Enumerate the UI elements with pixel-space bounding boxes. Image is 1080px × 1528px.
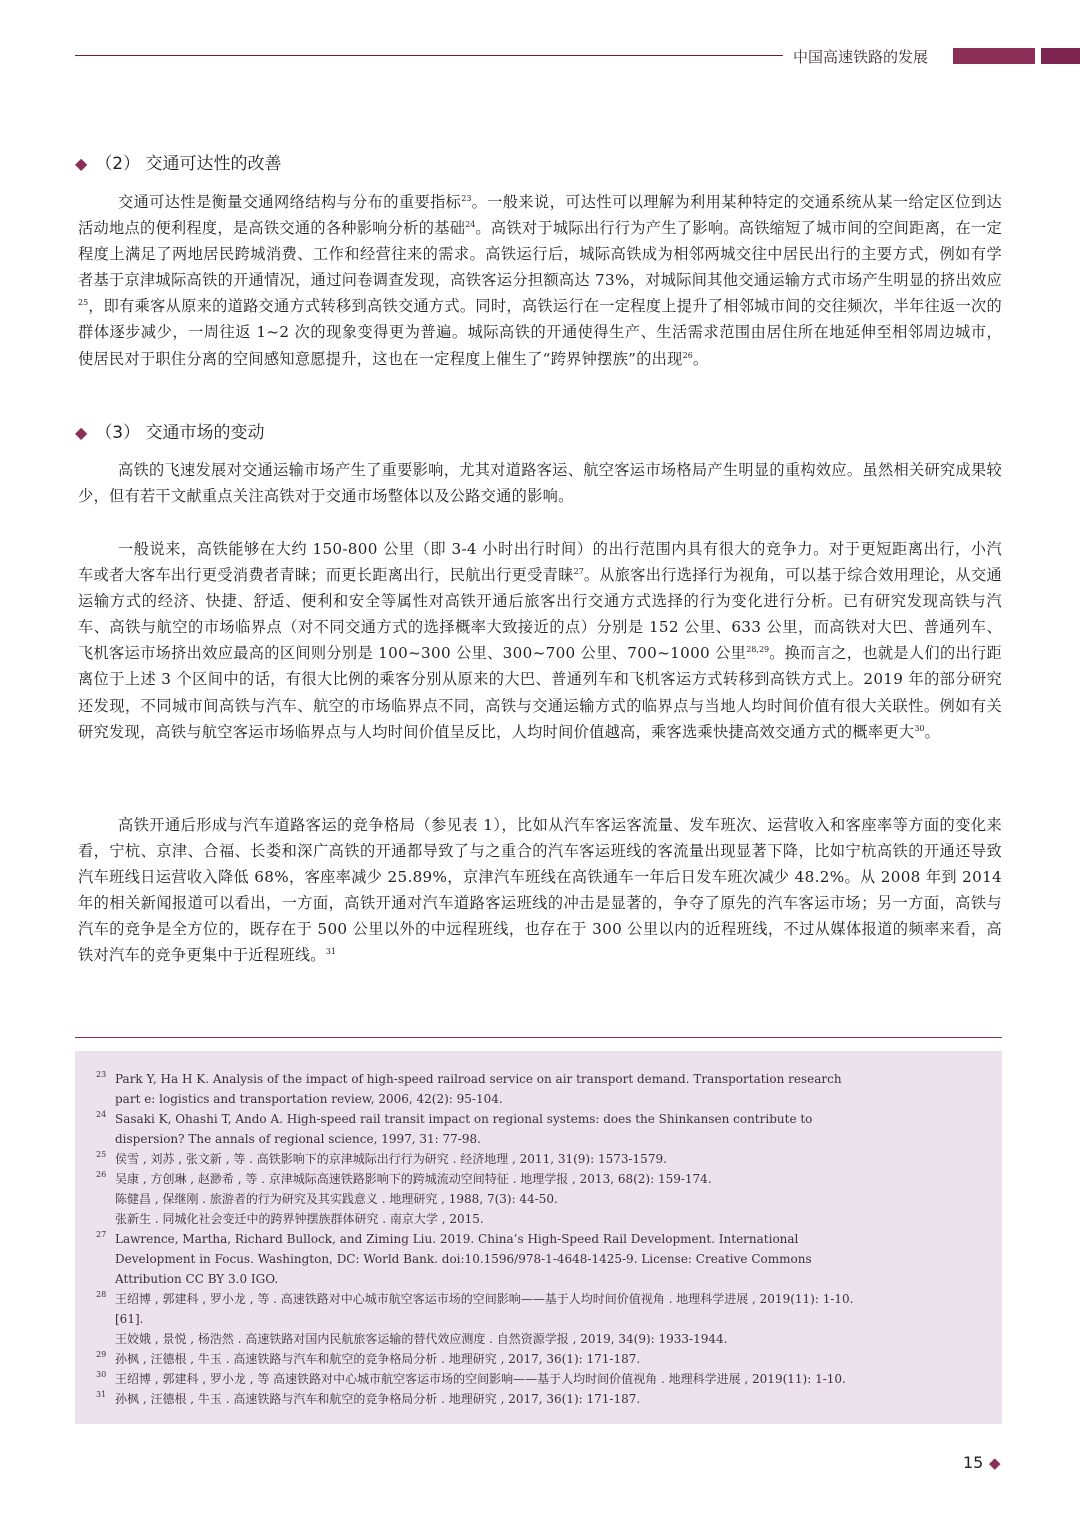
footnote-line: dispersion? The annals of regional science, 1997, 31: 77-98. [115, 1132, 481, 1146]
footnote-ref: 31 [325, 947, 336, 957]
footnote-line: Park Y, Ha H K. Analysis of the impact of high-speed railroad service on air transport demand. Transportation research [115, 1072, 842, 1086]
page-diamond-icon: ◆ [989, 1454, 1001, 1472]
footnote-line: 张新生 . 同城化社会变迁中的跨界钟摆族群体研究 . 南京大学 , 2015. [115, 1212, 484, 1226]
footnote-ref: 28,29 [746, 645, 770, 655]
footnote-line: 孙枫 , 汪德根 , 牛玉 . 高速铁路与汽车和航空的竞争格局分析 . 地理研究 , 2017, 36(1): 171-187. [115, 1392, 641, 1406]
footnote-line: 王姣娥 , 景悦 , 杨浩然 . 高速铁路对国内民航旅客运输的替代效应测度 . 自然资源学报 , 2019, 34(9): 1933-1944. [115, 1332, 728, 1346]
footnote-line: 王绍博 , 郭建科 , 罗小龙 , 等 . 高速铁路对中心城市航空客运市场的空间影响——基于人均时间价值视角 . 地理科学进展 , 2019(11): 1-10. [115, 1292, 854, 1306]
footnote-ref: 25 [78, 298, 89, 308]
section-heading-text: （2） 交通可达性的改善 [95, 154, 282, 174]
footnote-24 [96, 1109, 976, 1149]
footnote-number: 28 [96, 1290, 107, 1299]
section-heading-market [75, 421, 265, 445]
footnote-27 [96, 1229, 976, 1289]
footnote-number: 31 [96, 1390, 107, 1399]
header-accent-bar-end [1041, 48, 1080, 64]
footnote-line: [61]. [115, 1312, 144, 1326]
text-run: 交通可达性是衡量交通网络结构与分布的重要指标 [118, 193, 462, 211]
footnote-ref: 24 [465, 220, 476, 230]
footnote-26 [96, 1169, 976, 1229]
footnote-line: 陈健昌 , 保继刚 . 旅游者的行为研究及其实践意义 . 地理研究 , 1988, 7(3): 44-50. [115, 1192, 558, 1206]
footnote-number: 24 [96, 1110, 107, 1119]
paragraph-competition-range [78, 536, 1002, 745]
footnote-number: 27 [96, 1230, 107, 1239]
footnote-line: 孙枫 , 汪德根 , 牛玉 . 高速铁路与汽车和航空的竞争格局分析 . 地理研究 , 2017, 36(1): 171-187. [115, 1352, 641, 1366]
diamond-bullet-icon: ◆ [75, 154, 88, 173]
paragraph-accessibility [78, 189, 1002, 372]
footnote-line: 侯雪 , 刘苏 , 张文新 , 等 . 高铁影响下的京津城际出行行为研究 . 经济地理 , 2011, 31(9): 1573-1579. [115, 1152, 667, 1166]
text-run: 。高铁对于城际出行行为产生了影响。高铁缩短了城市间的空间距离，在一定程度上满足了两地居民跨城消费、工作和经营往来的需求。高铁运行后，城际高铁成为相邻两城交往中居民出行的主要方式，例如有学者基于京津城际高铁的开通情况，通过问卷调查发现，高铁客运分担额高达 73%，对城际间其他交通运输方式市场产生明显的挤出效应 [78, 219, 1003, 290]
text-run: 一般说来，高铁能够在大约 150-800 公里（即 3-4 小时出行时间）的出行范围内具有很大的竞争力。对于更短距离出行，小汽车或者大客车出行更受消费者青睐；而更长距离出行，民航出行更受青睐 [78, 540, 1002, 585]
footnote-line: 吴康 , 方创琳 , 赵渺希 , 等 . 京津城际高速铁路影响下的跨城流动空间特征 . 地理学报 , 2013, 68(2): 159-174. [115, 1172, 712, 1186]
section-heading-text: （3） 交通市场的变动 [95, 423, 265, 443]
text-run: 。一般来说，可达性可以理解为利用某种特定的交通系统从某一给定区位到达活动地点的便利程度，是高铁交通的各种影响分析的基础 [78, 193, 1002, 238]
footnote-number: 29 [96, 1350, 107, 1359]
footnote-line: 王绍博 , 郭建科 , 罗小龙 , 等 高速铁路对中心城市航空客运市场的空间影响——基于人均时间价值视角 . 地理科学进展 , 2019(11): 1-10. [115, 1372, 846, 1386]
paragraph-market-intro [78, 457, 1002, 509]
page-number: 15 [963, 1453, 984, 1472]
header-accent-bar [953, 48, 1035, 64]
footnote-number: 26 [96, 1170, 107, 1179]
footnote-ref: 26 [682, 350, 693, 360]
text-run: ，即有乘客从原来的道路交通方式转移到高铁交通方式。同时，高铁运行在一定程度上提升了相邻城市间的交往频次，半年往返一次的群体逐步减少，一周往返 1~2 次的现象变得更为普遍。城际高铁的开通使得生产、生活需求范围由居住所在地延伸至相邻周边城市，使居民对于职住分离的空间感知意愿提升，这也在一定程度上催生了“跨界钟摆族”的出现 [78, 297, 1002, 368]
running-header-title: 中国高速铁路的发展 [793, 48, 929, 66]
paragraph-road-competition [78, 812, 1002, 969]
footnote-25 [96, 1149, 976, 1169]
footnote-line: Attribution CC BY 3.0 IGO. [115, 1272, 279, 1286]
footnote-line: Lawrence, Martha, Richard Bullock, and Ziming Liu. 2019. China’s High-Speed Rail Development. International [115, 1232, 799, 1246]
footnote-28 [96, 1289, 976, 1349]
text-run: 。从旅客出行选择行为视角，可以基于综合效用理论，从交通运输方式的经济、快捷、舒适、便利和安全等属性对高铁开通后旅客出行交通方式选择的行为变化进行分析。已有研究发现高铁与汽车、高铁与航空的市场临界点（对不同交通方式的选择概率大致接近的点）分别是 152 公里、633 公里，而高铁对大巴、普通列车、飞机客运市场挤出效应最高的区间则分别是 100~300 公里、300~700 公里、700~1000 公里 [78, 566, 1002, 663]
footnote-line: Sasaki K, Ohashi T, Ando A. High-speed rail transit impact on regional systems: does the Shinkansen contribute to [115, 1112, 813, 1126]
footnote-number: 25 [96, 1150, 107, 1159]
footnote-rule [75, 1037, 1002, 1038]
header-rule [75, 55, 783, 56]
text-run: 。 [692, 349, 709, 368]
footnote-number: 30 [96, 1370, 107, 1379]
footnote-line: part e: logistics and transportation review, 2006, 42(2): 95-104. [115, 1092, 503, 1106]
footnote-ref: 27 [573, 567, 584, 577]
section-heading-accessibility [75, 152, 282, 176]
footnote-number: 23 [96, 1070, 107, 1079]
footnote-23 [96, 1069, 976, 1109]
footnote-30 [96, 1369, 976, 1389]
footnote-31 [96, 1389, 976, 1409]
footnote-ref: 23 [461, 194, 472, 203]
footnote-line: Development in Focus. Washington, DC: World Bank. doi:10.1596/978-1-4648-1425-9. License: Creative Commons [115, 1252, 812, 1266]
text-run: 。换而言之，也就是人们的出行距离位于上述 3 个区间中的话，有很大比例的乘客分别从原来的大巴、普通列车和飞机客运方式转移到高铁方式上。2019 年的部分研究还发现，不同城市间高铁与汽车、航空的市场临界点不同，高铁与交通运输方式的临界点与当地人均时间价值有很大关联性。例如有关研究发现，高铁与航空客运市场临界点与人均时间价值呈反比，人均时间价值越高，乘客选乘快捷高效交通方式的概率更大 [78, 644, 1003, 741]
footnote-ref: 30 [914, 723, 925, 733]
diamond-bullet-icon: ◆ [75, 423, 88, 442]
text-run: 高铁开通后形成与汽车道路客运的竞争格局（参见表 1），比如从汽车客运客流量、发车班次、运营收入和客座率等方面的变化来看，宁杭、京津、合福、长娄和深广高铁的开通都导致了与之重合的汽车客运班线的客流量出现显著下降，比如宁杭高铁的开通还导致汽车班线日运营收入降低 68%，客座率减少 25.89%，京津汽车班线在高铁通车一年后日发车班次减少 48.2%。从 2008 年到 2014 年的相关新闻报道可以看出，一方面，高铁开通对汽车道路客运班线的冲击是显著的，争夺了原先的汽车客运市场；另一方面，高铁与汽车的竞争是全方位的，既存在于 500 公里以外的中远程班线，也存在于 300 公里以内的近程班线，不过从媒体报道的频率来看，高铁对汽车的竞争更集中于近程班线。 [78, 816, 1002, 965]
text-run: 。 [924, 722, 941, 741]
footnote-29 [96, 1349, 976, 1369]
text-run: 高铁的飞速发展对交通运输市场产生了重要影响，尤其对道路客运、航空客运市场格局产生明显的重构效应。虽然相关研究成果较少，但有若干文献重点关注高铁对于交通市场整体以及公路交通的影响。 [78, 461, 1002, 506]
footnote-list [96, 1069, 976, 1409]
